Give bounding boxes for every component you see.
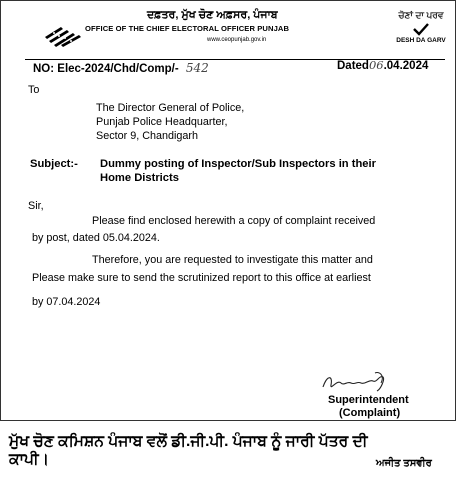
handwritten-signature [319,369,389,395]
subject-label: Subject:- [30,158,78,170]
paragraph-2-line: Therefore, you are requested to investigate this matter and [92,254,373,266]
signatory-title: Superintendent [328,394,409,406]
paragraph-2-line: Please make sure to send the scrutinized report to this office at earliest [32,272,371,284]
office-website: www.ceopunjab.gov.in [207,37,267,43]
caption-line: ਕਾਪੀ। [9,451,50,468]
paragraph-2-line: by 07.04.2024 [32,296,101,308]
desh-da-garv-logo [395,10,447,50]
to-line: To [28,84,40,96]
date-prefix: Dated [337,60,369,72]
reference-number [33,61,209,75]
logo-right-sub: DESH DA GARV [396,37,446,44]
letterhead [7,7,451,55]
signatory-department: (Complaint) [339,407,401,419]
recipient-address [96,101,244,143]
salutation: Sir, [28,200,44,212]
paragraph-1-line: by post, dated 05.04.2024. [32,232,160,244]
photo-credit: ਅਜੀਤ ਤਸਵੀਰ [376,458,432,469]
election-commission-logo [41,25,83,47]
news-caption [9,433,368,469]
subject-line: Home Districts [100,172,179,184]
paragraph-1-line: Please find enclosed herewith a copy of complaint received [92,215,376,227]
logo-right-text: ਚੋਣਾਂ ਦਾ ਪਰਵ [398,10,444,20]
address-line: Sector 9, Chandigarh [96,130,199,142]
date-handwritten: 06 [368,58,384,72]
tick-mark-icon [413,22,429,36]
reference-handwritten: 542 [185,61,209,75]
office-title-english: OFFICE OF THE CHIEF ELECTORAL OFFICER PUNJAB [85,24,290,33]
caption-line: ਮੁੱਖ ਚੋਣ ਕਮਿਸ਼ਨ ਪੰਜਾਬ ਵਲੋਂ ਡੀ.ਜੀ.ਪੀ. ਪੰਜਾਬ ਨੂੰ ਜਾਰੀ ਪੱਤਰ ਦੀ [9,433,368,450]
reference-label: NO: Elec-2024/Chd/Comp/- [33,63,179,75]
office-title-punjabi: ਦਫ਼ਤਰ, ਮੁੱਖ ਚੋਣ ਅਫ਼ਸਰ, ਪੰਜਾਬ [147,9,278,21]
address-line: Punjab Police Headquarter, [96,116,228,128]
subject-line: Dummy posting of Inspector/Sub Inspectors in their [100,158,376,170]
letter-date [337,58,428,72]
subject-text [100,157,376,185]
address-line: The Director General of Police, [96,102,245,114]
date-suffix: .04.2024 [383,60,429,72]
